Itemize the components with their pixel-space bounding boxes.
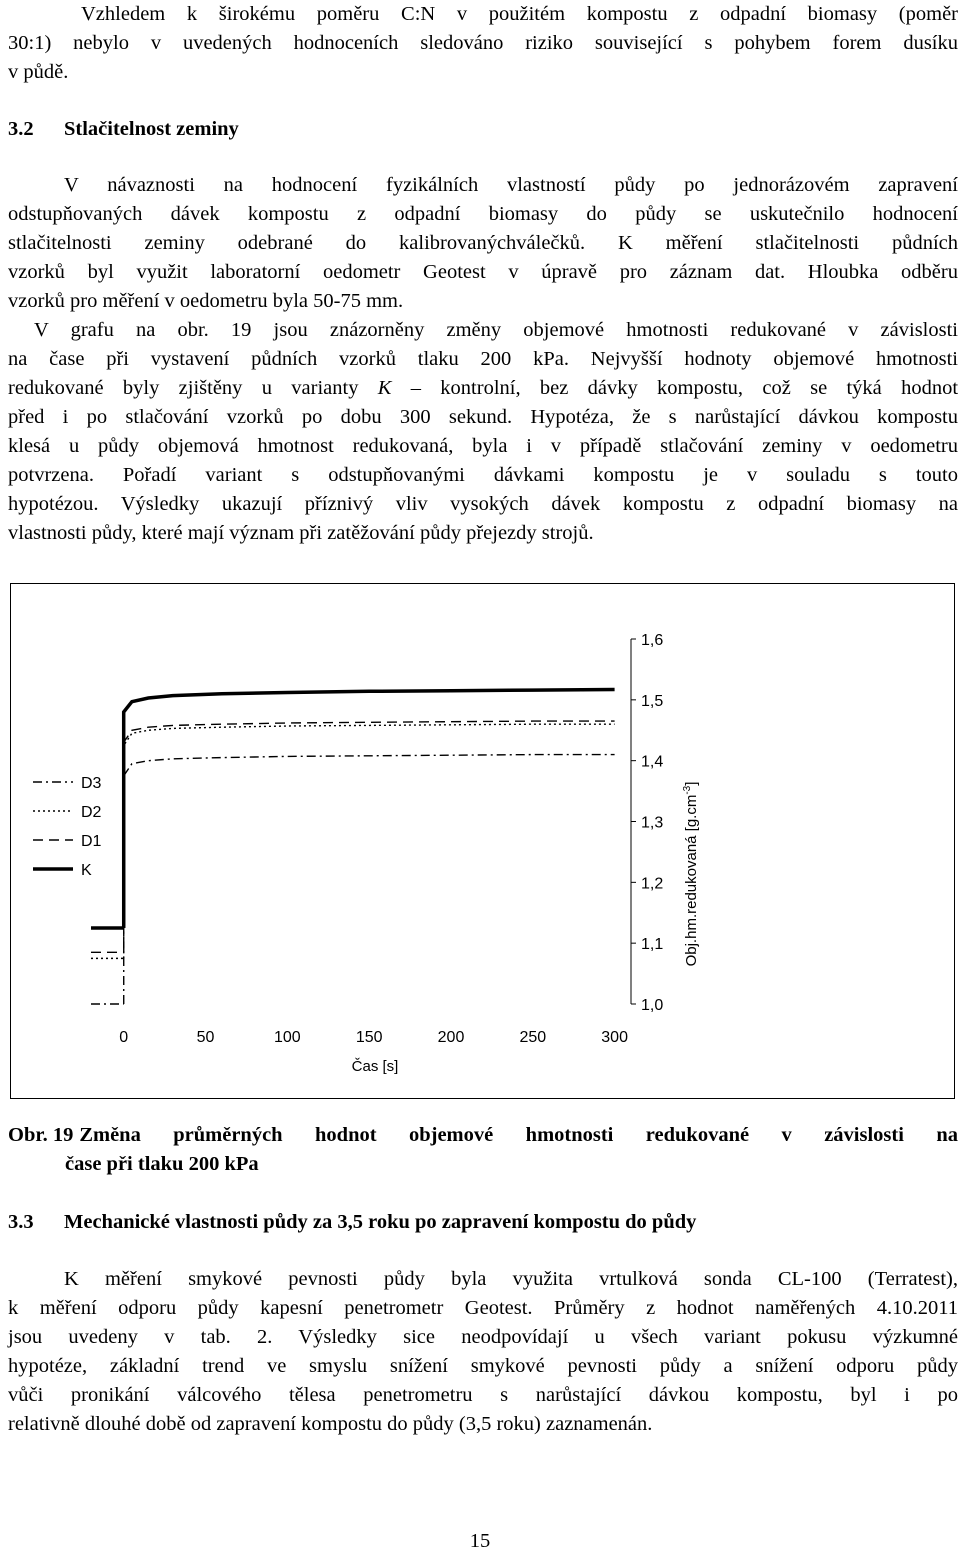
legend-label-d2: D2 [81,804,102,821]
para-32a-line-1: V návaznosti na hodnocení fyzikálních vlastností půdy po jednorázovém zapravení [64,174,958,196]
series-d3 [91,755,615,1004]
para-33-line-3: jsou uvedeny v tab. 2. Výsledky sice neodpovídají u všech variant pokusu výzkumné [8,1326,958,1348]
caption-line-2: čase při tlaku 200 kPa [65,1153,259,1175]
y-tick-label: 1,6 [641,632,664,649]
para-32a-line-3: stlačitelnosti zeminy odebrané do kalibrovanýchválečků. K měření stlačitelnosti půdních [8,232,958,254]
caption-label: Obr. 19 [8,1124,74,1146]
y-tick-label: 1,3 [641,814,664,832]
y-tick-label: 1,4 [641,753,664,771]
x-tick-label: 200 [437,1029,465,1046]
para-33-line-2: k měření odporu půdy kapesní penetrometr Geotest. Průměry z hodnot naměřených 4.10.2011 [8,1297,958,1319]
x-tick-label: 150 [355,1029,383,1046]
para-33-line-1: K měření smykové pevnosti půdy byla využita vrtulková sonda CL-100 (Terratest), [64,1268,958,1290]
x-tick-label: 0 [119,1029,129,1046]
x-tick-label: 300 [601,1029,628,1046]
para-33-line-6: relativně dlouhé době od zapravení kompostu do půdy (3,5 roku) zaznamenán. [8,1413,653,1435]
x-tick-label: 50 [196,1029,215,1046]
para-32a-line-5: vzorků pro měření v oedometru byla 50-75 mm. [8,290,404,312]
intro-line-3: v půdě. [8,61,69,83]
plot-area [91,690,615,1005]
para-32b-line-8: vlastnosti půdy, které mají význam při zatěžování půdy přejezdy strojů. [8,522,594,544]
para-32b-line-4: před i po stlačování vzorků po dobu 300 sekund. Hypotéza, že s narůstající dávkou kompostu [8,406,958,428]
y-axis [631,632,663,1014]
section-3-2-title: Stlačitelnost zeminy [64,118,239,140]
page-number: 15 [469,1530,491,1552]
caption-line-1: Změna průměrných hodnot objemové hmotnosti redukované v závislosti na [79,1124,958,1146]
x-tick-label: 100 [274,1029,301,1046]
para-33-line-5: vůči pronikání válcového tělesa penetrometru s narůstající dávkou kompostu, byl i po [8,1384,958,1406]
para-32b-line-3: redukované byly zjištěny u varianty K – kontrolní, bez dávky kompostu, což se týká hodnot [8,377,959,399]
chart-legend [33,775,102,879]
para-32b-line-7: hypotézou. Výsledky ukazují příznivý vliv vysokých dávek kompostu z odpadní biomasy na [8,493,958,515]
y-tick-label: 1,0 [641,997,664,1014]
para-33-line-4: hypotéze, základní trend ve smyslu snížení smykové pevnosti půdy a snížení odporu půdy [8,1355,958,1377]
para-32a-line-4: vzorků byl využit laboratorní oedometr Geotest v úpravě pro záznam dat. Hloubka odběru [8,261,958,283]
legend-label-k: K [81,862,92,879]
section-3-3-number: 3.3 [8,1211,34,1233]
figure-caption [8,1121,958,1179]
intro-line-2: 30:1) nebylo v uvedených hodnoceních sledováno riziko související s pohybem forem dusíku [8,32,958,54]
legend-label-d3: D3 [81,775,102,792]
x-axis-label: Čas [s] [351,1058,399,1075]
series-d3-line [124,755,615,1004]
para-32b-line-5: klesá u půdy objemová hmotnost redukovaná, byla i v případě stlačování zeminy v oedometru [8,435,958,457]
section-3-2-number: 3.2 [8,118,34,140]
para-32b-line-1: V grafu na obr. 19 jsou znázorněny změny objemové hmotnosti redukované v závislosti [34,319,958,341]
para-32b-line-6: potvrzena. Pořadí variant s odstupňovanými dávkami kompostu je v souladu s touto [8,464,958,486]
x-axis [119,1029,628,1046]
compression-chart [11,584,954,1098]
intro-line-1: Vzhledem k širokému poměru C:N v použitém kompostu z odpadní biomasy (poměr [81,3,958,25]
y-axis-label: Obj.hm.redukovaná $[g.cm^{-3}]$ [682,781,700,967]
section-3-3-title: Mechanické vlastnosti půdy za 3,5 roku po zapravení kompostu do půdy [64,1211,697,1233]
chart-frame [10,583,955,1099]
para-32b-line-2: na čase při vystavení půdních vzorků tlaku 200 kPa. Nejvyšší hodnoty objemové hmotnosti [8,348,958,370]
y-tick-label: 1,2 [641,875,664,893]
y-tick-label: 1,1 [641,936,664,954]
para-32a-line-2: odstupňovaných dávek kompostu z odpadní biomasy do půdy se uskutečnilo hodnocení [8,203,958,225]
x-tick-label: 250 [519,1029,547,1046]
legend-label-d1: D1 [81,833,102,850]
y-tick-label: 1,5 [641,692,664,710]
series-d2-line [124,724,615,958]
